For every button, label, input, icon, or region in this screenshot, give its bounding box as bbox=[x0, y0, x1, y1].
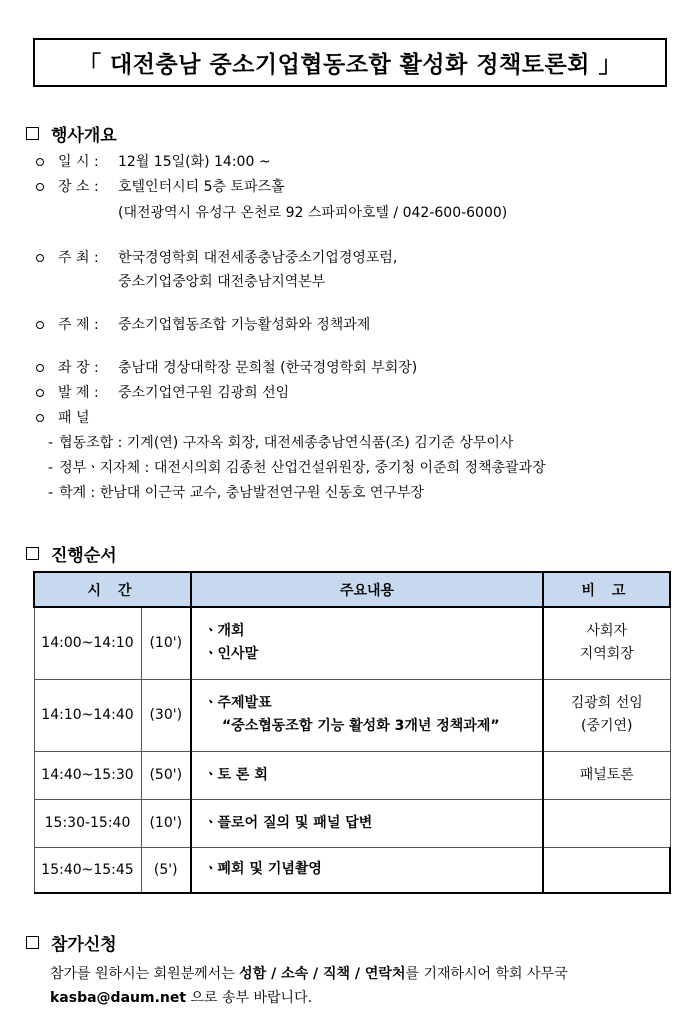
section-schedule-title: 진행순서 bbox=[51, 546, 117, 566]
circle-bullet-icon bbox=[36, 254, 44, 262]
chair-label: 좌 장 : bbox=[58, 360, 99, 376]
table-row bbox=[34, 607, 670, 679]
dash-bullet: - bbox=[48, 460, 54, 476]
section-overview-title: 행사개요 bbox=[51, 126, 117, 146]
table-header-row bbox=[34, 572, 670, 607]
section-overview-heading bbox=[26, 121, 117, 146]
row-note bbox=[543, 799, 670, 847]
panel-item bbox=[48, 483, 424, 503]
row-note-line: 김광희 선임 bbox=[570, 695, 643, 711]
place-value: 호텔인터시티 5층 토파즈홀 bbox=[118, 179, 285, 195]
row-duration: (10') bbox=[141, 799, 191, 847]
host-label: 주 최 : bbox=[58, 250, 99, 266]
apply-text: 참가를 원하시는 회원분께서는 bbox=[50, 966, 240, 982]
table-row bbox=[34, 751, 670, 799]
speaker-label: 발 제 : bbox=[58, 385, 99, 401]
speaker-value: 중소기업연구원 김광희 선임 bbox=[118, 385, 290, 401]
header-note: 비 고 bbox=[543, 572, 670, 607]
panel-item-text: 협동조합 : 기계(연) 구자옥 회장, 대전세종충남연식품(조) 김기준 상무이사 bbox=[59, 435, 514, 451]
row-content-line: ㆍ개회 bbox=[204, 623, 245, 640]
date-value: 12월 15일(화) 14:00 ~ bbox=[118, 154, 271, 170]
panel-item-text: 학계 : 한남대 이근국 교수, 충남발전연구원 신동호 연구부장 bbox=[59, 485, 424, 501]
row-content-line: ㆍ인사말 bbox=[204, 646, 259, 663]
square-bullet-icon bbox=[26, 127, 39, 140]
row-note: 패널토론 bbox=[543, 751, 670, 799]
place-line bbox=[36, 177, 285, 197]
row-duration: (5') bbox=[141, 847, 191, 893]
panel-item-text: 정부ㆍ지자체 : 대전시의회 김종천 산업건설위원장, 중기청 이준희 정책총괄과장 bbox=[59, 460, 546, 476]
row-content: ㆍ토 론 회 bbox=[191, 751, 543, 799]
circle-bullet-icon bbox=[36, 158, 44, 166]
table-row bbox=[34, 847, 670, 893]
square-bullet-icon bbox=[26, 547, 39, 560]
row-note bbox=[543, 679, 670, 751]
host-value-1: 한국경영학회 대전세종충남중소기업경영포럼, bbox=[118, 250, 398, 266]
row-time: 14:40~15:30 bbox=[34, 751, 141, 799]
host-value-2: 중소기업중앙회 대전충남지역본부 bbox=[118, 274, 326, 290]
panel-item bbox=[48, 458, 546, 478]
theme-line bbox=[36, 315, 370, 335]
panel-label: 패 널 bbox=[58, 410, 90, 426]
place-label: 장 소 : bbox=[58, 179, 99, 195]
row-time: 15:30-15:40 bbox=[34, 799, 141, 847]
row-duration: (30') bbox=[141, 679, 191, 751]
row-content bbox=[191, 679, 543, 751]
table-row bbox=[34, 799, 670, 847]
row-note bbox=[543, 847, 670, 893]
row-content-line: “중소협동조합 기능 활성화 3개년 정책과제” bbox=[222, 718, 500, 734]
row-content: ㆍ폐회 및 기념촬영 bbox=[191, 847, 543, 893]
dash-bullet: - bbox=[48, 485, 54, 501]
chair-line bbox=[36, 358, 417, 378]
circle-bullet-icon bbox=[36, 414, 44, 422]
page-title: 「 대전충남 중소기업협동조합 활성화 정책토론회 」 bbox=[33, 38, 667, 87]
section-apply-title: 참가신청 bbox=[51, 935, 117, 955]
apply-text: 를 기재하시어 학회 사무국 bbox=[405, 966, 568, 982]
apply-text: 으로 송부 바랍니다. bbox=[186, 990, 313, 1006]
row-duration: (50') bbox=[141, 751, 191, 799]
row-content-line: ㆍ주제발표 bbox=[204, 695, 272, 711]
row-time: 14:00~14:10 bbox=[34, 607, 141, 679]
date-label: 일 시 : bbox=[58, 154, 99, 170]
panel-item bbox=[48, 433, 513, 453]
circle-bullet-icon bbox=[36, 183, 44, 191]
row-time: 15:40~15:45 bbox=[34, 847, 141, 893]
row-note-line: 사회자 bbox=[586, 623, 628, 640]
circle-bullet-icon bbox=[36, 389, 44, 397]
square-bullet-icon bbox=[26, 936, 39, 949]
panel-line bbox=[36, 408, 90, 428]
circle-bullet-icon bbox=[36, 364, 44, 372]
section-schedule-heading bbox=[26, 541, 117, 566]
circle-bullet-icon bbox=[36, 321, 44, 329]
row-note-line: (중기연) bbox=[581, 718, 633, 734]
table-row bbox=[34, 679, 670, 751]
theme-label: 주 제 : bbox=[58, 317, 99, 333]
row-time: 14:10~14:40 bbox=[34, 679, 141, 751]
theme-value: 중소기업협동조합 기능활성화와 정책과제 bbox=[118, 317, 371, 333]
apply-fields: 성함 / 소속 / 직책 / 연락처 bbox=[239, 966, 406, 982]
row-duration: (10') bbox=[141, 607, 191, 679]
schedule-table bbox=[33, 571, 671, 894]
row-content bbox=[191, 607, 543, 679]
chair-value: 충남대 경상대학장 문희철 (한국경영학회 부회장) bbox=[118, 360, 418, 376]
dash-bullet: - bbox=[48, 435, 54, 451]
place-detail: (대전광역시 유성구 온천로 92 스파피아호텔 / 042-600-6000) bbox=[118, 205, 508, 221]
section-apply-heading bbox=[26, 930, 117, 955]
date-line bbox=[36, 152, 271, 172]
row-note-line: 지역회장 bbox=[579, 646, 634, 663]
apply-email[interactable]: kasba@daum.net bbox=[50, 990, 187, 1006]
header-time: 시 간 bbox=[34, 572, 191, 607]
speaker-line bbox=[36, 383, 289, 403]
header-content: 주요내용 bbox=[191, 572, 543, 607]
host-line bbox=[36, 248, 397, 268]
row-note bbox=[543, 607, 670, 679]
row-content: ㆍ플로어 질의 및 패널 답변 bbox=[191, 799, 543, 847]
apply-paragraph bbox=[50, 962, 680, 1010]
